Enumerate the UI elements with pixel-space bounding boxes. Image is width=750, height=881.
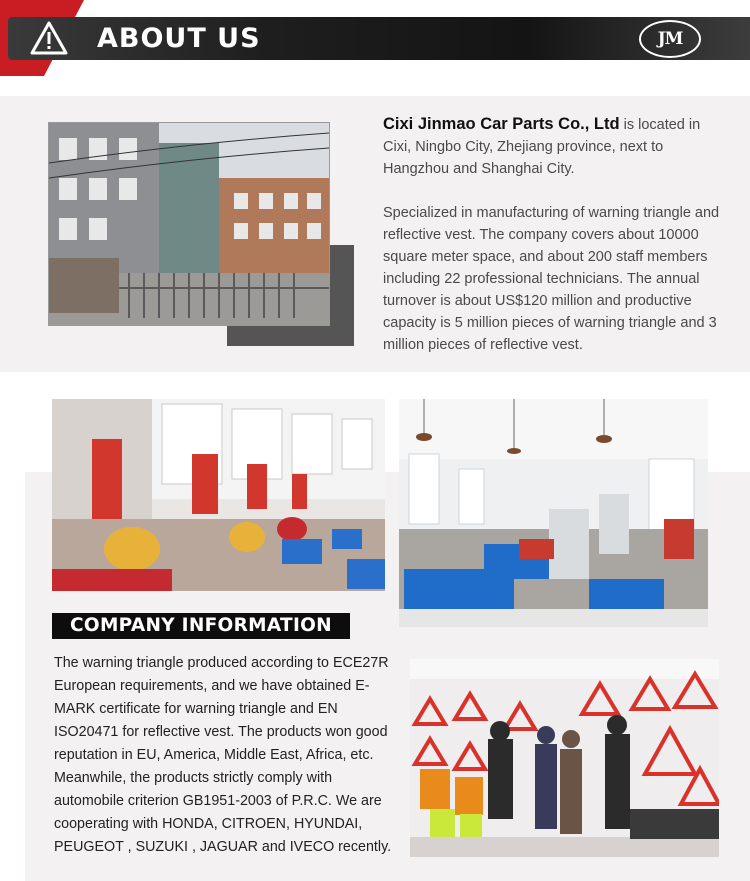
- about-paragraph-2: Specialized in manufacturing of warning triangle and reflective vest. The company covers about 10000 square meter space, and about 200 staff members including 22 professional technicians. The annual turnover is about US$120 million and productive capacity is 5 million pieces of warning triangle and 3 million pieces of reflective vest.: [383, 205, 720, 353]
- page-title: ABOUT US: [97, 23, 261, 54]
- trade-show-booth-photo: [410, 659, 719, 857]
- production-line-photo: [52, 399, 385, 591]
- company-name: Cixi Jinmao Car Parts Co., Ltd: [383, 115, 620, 133]
- about-intro-rest: is located in Cixi, Ningbo City, Zhejiang province, next to Hangzhou and Shanghai City.: [383, 117, 701, 177]
- warning-triangle-icon: [30, 21, 68, 55]
- about-intro: [383, 113, 728, 180]
- company-information-text: The warning triangle produced according to ECE27R European requirements, and we have obtained E-MARK certificate for warning triangle and EN ISO20471 for reflective vest. The products won good reputation in EU, America, Middle East, Africa, etc. Meanwhile, the products strictly comply with automobile criterion GB1951-2003 of P.R.C. We are cooperating with HONDA, CITROEN, HYUNDAI, PEUGEOT , SUZUKI , JAGUAR and IVECO recently.: [54, 655, 392, 855]
- section-header: [0, 0, 750, 76]
- about-description: [383, 113, 728, 356]
- company-logo: JM: [639, 20, 701, 58]
- company-information-heading: COMPANY INFORMATION: [52, 613, 350, 639]
- factory-building-photo: [49, 123, 329, 325]
- factory-floor-photo: [399, 399, 708, 627]
